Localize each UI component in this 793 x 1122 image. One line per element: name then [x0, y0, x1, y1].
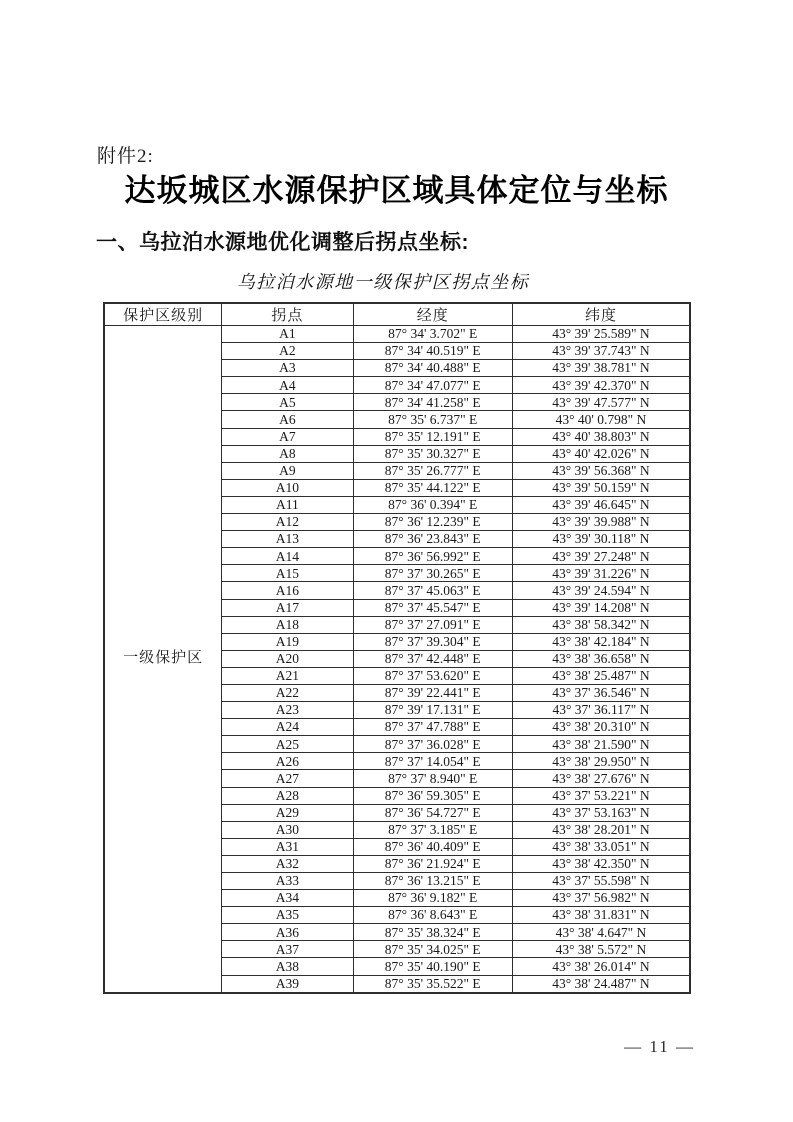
cell-latitude: 43° 39' 56.368" N — [512, 462, 690, 479]
cell-point: A16 — [222, 582, 353, 599]
cell-longitude: 87° 35' 26.777" E — [353, 462, 512, 479]
cell-point: A17 — [222, 599, 353, 616]
cell-point: A37 — [222, 941, 353, 958]
cell-point: A29 — [222, 804, 353, 821]
cell-latitude: 43° 39' 50.159" N — [512, 479, 690, 496]
cell-longitude: 87° 34' 41.258" E — [353, 394, 512, 411]
cell-latitude: 43° 39' 38.781" N — [512, 360, 690, 377]
cell-longitude: 87° 34' 47.077" E — [353, 377, 512, 394]
cell-longitude: 87° 36' 13.215" E — [353, 873, 512, 890]
cell-latitude: 43° 37' 55.598" N — [512, 873, 690, 890]
cell-point: A7 — [222, 428, 353, 445]
cell-point: A20 — [222, 650, 353, 667]
cell-longitude: 87° 37' 36.028" E — [353, 736, 512, 753]
cell-latitude: 43° 39' 39.988" N — [512, 514, 690, 531]
cell-longitude: 87° 37' 42.448" E — [353, 650, 512, 667]
cell-latitude: 43° 39' 31.226" N — [512, 565, 690, 582]
column-header-longitude: 经度 — [353, 303, 512, 326]
cell-point: A31 — [222, 838, 353, 855]
cell-longitude: 87° 36' 56.992" E — [353, 548, 512, 565]
column-header-latitude: 纬度 — [512, 303, 690, 326]
cell-longitude: 87° 36' 9.182" E — [353, 890, 512, 907]
cell-point: A39 — [222, 975, 353, 993]
cell-latitude: 43° 37' 36.546" N — [512, 684, 690, 701]
cell-latitude: 43° 37' 53.163" N — [512, 804, 690, 821]
cell-latitude: 43° 39' 24.594" N — [512, 582, 690, 599]
cell-point: A22 — [222, 684, 353, 701]
cell-latitude: 43° 38' 58.342" N — [512, 616, 690, 633]
cell-point: A25 — [222, 736, 353, 753]
cell-longitude: 87° 36' 59.305" E — [353, 787, 512, 804]
section-heading: 一、乌拉泊水源地优化调整后拐点坐标: — [96, 231, 469, 254]
table-header-row — [104, 303, 690, 326]
cell-point: A36 — [222, 924, 353, 941]
cell-latitude: 43° 38' 36.658" N — [512, 650, 690, 667]
cell-latitude: 43° 38' 27.676" N — [512, 770, 690, 787]
cell-latitude: 43° 38' 31.831" N — [512, 907, 690, 924]
table-body — [104, 326, 690, 993]
attachment-label: 附件2: — [97, 146, 154, 167]
cell-latitude: 43° 39' 47.577" N — [512, 394, 690, 411]
cell-point: A14 — [222, 548, 353, 565]
cell-longitude: 87° 37' 47.788" E — [353, 719, 512, 736]
cell-point: A11 — [222, 496, 353, 513]
cell-point: A27 — [222, 770, 353, 787]
cell-longitude: 87° 35' 38.324" E — [353, 924, 512, 941]
cell-latitude: 43° 38' 25.487" N — [512, 667, 690, 684]
cell-latitude: 43° 38' 33.051" N — [512, 838, 690, 855]
cell-latitude: 43° 37' 36.117" N — [512, 702, 690, 719]
cell-latitude: 43° 37' 56.982" N — [512, 890, 690, 907]
cell-point: A18 — [222, 616, 353, 633]
cell-latitude: 43° 38' 20.310" N — [512, 719, 690, 736]
cell-latitude: 43° 39' 37.743" N — [512, 343, 690, 360]
cell-longitude: 87° 35' 35.522" E — [353, 975, 512, 993]
cell-point: A9 — [222, 462, 353, 479]
cell-longitude: 87° 36' 12.239" E — [353, 514, 512, 531]
cell-point: A5 — [222, 394, 353, 411]
cell-longitude: 87° 37' 53.620" E — [353, 667, 512, 684]
cell-point: A21 — [222, 667, 353, 684]
cell-longitude: 87° 37' 27.091" E — [353, 616, 512, 633]
cell-latitude: 43° 38' 28.201" N — [512, 821, 690, 838]
cell-longitude: 87° 35' 6.737" E — [353, 411, 512, 428]
cell-latitude: 43° 38' 21.590" N — [512, 736, 690, 753]
cell-longitude: 87° 39' 22.441" E — [353, 684, 512, 701]
cell-latitude: 43° 39' 27.248" N — [512, 548, 690, 565]
cell-point: A3 — [222, 360, 353, 377]
cell-point: A34 — [222, 890, 353, 907]
cell-point: A23 — [222, 702, 353, 719]
cell-longitude: 87° 34' 3.702" E — [353, 326, 512, 343]
cell-point: A6 — [222, 411, 353, 428]
table-caption: 乌拉泊水源地一级保护区拐点坐标 — [236, 272, 530, 292]
cell-point: A24 — [222, 719, 353, 736]
coordinate-table — [103, 302, 691, 994]
cell-longitude: 87° 34' 40.519" E — [353, 343, 512, 360]
cell-longitude: 87° 37' 45.063" E — [353, 582, 512, 599]
cell-latitude: 43° 39' 42.370" N — [512, 377, 690, 394]
cell-longitude: 87° 37' 3.185" E — [353, 821, 512, 838]
cell-latitude: 43° 38' 42.184" N — [512, 633, 690, 650]
cell-longitude: 87° 36' 54.727" E — [353, 804, 512, 821]
cell-longitude: 87° 37' 30.265" E — [353, 565, 512, 582]
cell-point: A19 — [222, 633, 353, 650]
cell-point: A35 — [222, 907, 353, 924]
cell-longitude: 87° 35' 12.191" E — [353, 428, 512, 445]
cell-longitude: 87° 36' 40.409" E — [353, 838, 512, 855]
cell-point: A2 — [222, 343, 353, 360]
cell-point: A1 — [222, 326, 353, 343]
cell-latitude: 43° 39' 46.645" N — [512, 496, 690, 513]
cell-longitude: 87° 34' 40.488" E — [353, 360, 512, 377]
cell-point: A4 — [222, 377, 353, 394]
cell-longitude: 87° 35' 44.122" E — [353, 479, 512, 496]
cell-longitude: 87° 35' 30.327" E — [353, 445, 512, 462]
cell-latitude: 43° 38' 5.572" N — [512, 941, 690, 958]
cell-latitude: 43° 40' 42.026" N — [512, 445, 690, 462]
zone-label-cell: 一级保护区 — [104, 326, 222, 993]
cell-point: A15 — [222, 565, 353, 582]
cell-latitude: 43° 39' 25.589" N — [512, 326, 690, 343]
cell-point: A38 — [222, 958, 353, 975]
cell-latitude: 43° 40' 0.798" N — [512, 411, 690, 428]
column-header-zone: 保护区级别 — [104, 303, 222, 326]
cell-longitude: 87° 37' 45.547" E — [353, 599, 512, 616]
cell-longitude: 87° 36' 23.843" E — [353, 531, 512, 548]
cell-point: A13 — [222, 531, 353, 548]
document-title: 达坂城区水源保护区域具体定位与坐标 — [124, 173, 669, 208]
cell-longitude: 87° 37' 14.054" E — [353, 753, 512, 770]
cell-latitude: 43° 39' 14.208" N — [512, 599, 690, 616]
cell-point: A26 — [222, 753, 353, 770]
cell-point: A12 — [222, 514, 353, 531]
cell-latitude: 43° 38' 29.950" N — [512, 753, 690, 770]
cell-point: A10 — [222, 479, 353, 496]
column-header-point: 拐点 — [222, 303, 353, 326]
table-row — [104, 326, 690, 343]
cell-longitude: 87° 37' 39.304" E — [353, 633, 512, 650]
cell-point: A32 — [222, 855, 353, 872]
cell-longitude: 87° 35' 40.190" E — [353, 958, 512, 975]
cell-longitude: 87° 36' 0.394" E — [353, 496, 512, 513]
cell-latitude: 43° 38' 26.014" N — [512, 958, 690, 975]
cell-point: A30 — [222, 821, 353, 838]
cell-latitude: 43° 40' 38.803" N — [512, 428, 690, 445]
cell-latitude: 43° 38' 4.647" N — [512, 924, 690, 941]
cell-longitude: 87° 35' 34.025" E — [353, 941, 512, 958]
cell-longitude: 87° 36' 21.924" E — [353, 855, 512, 872]
cell-point: A8 — [222, 445, 353, 462]
cell-latitude: 43° 37' 53.221" N — [512, 787, 690, 804]
cell-latitude: 43° 38' 24.487" N — [512, 975, 690, 993]
cell-point: A28 — [222, 787, 353, 804]
cell-longitude: 87° 39' 17.131" E — [353, 702, 512, 719]
cell-latitude: 43° 39' 30.118" N — [512, 531, 690, 548]
cell-longitude: 87° 36' 8.643" E — [353, 907, 512, 924]
page-number: — 11 — — [624, 1037, 695, 1056]
cell-latitude: 43° 38' 42.350" N — [512, 855, 690, 872]
cell-point: A33 — [222, 873, 353, 890]
cell-longitude: 87° 37' 8.940" E — [353, 770, 512, 787]
